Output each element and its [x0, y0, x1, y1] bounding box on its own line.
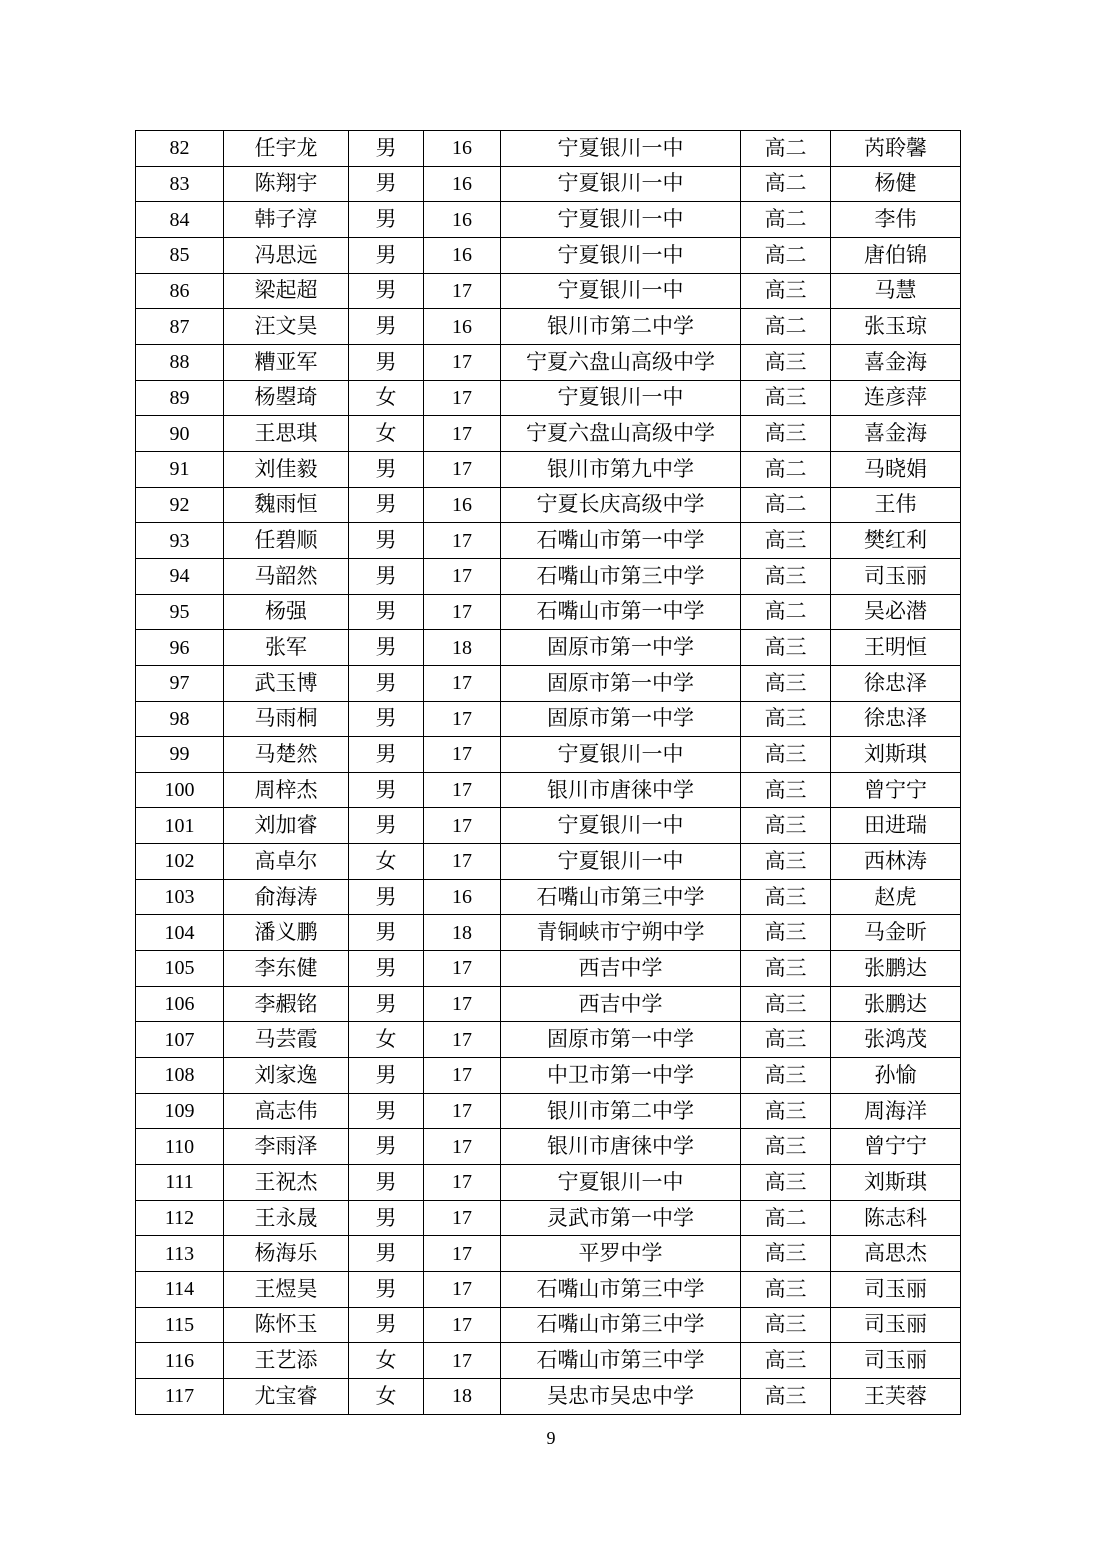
- cell-name: 俞海涛: [224, 879, 349, 915]
- cell-grade: 高三: [741, 1272, 831, 1308]
- cell-teacher: 芮聆馨: [831, 131, 961, 167]
- cell-no: 98: [136, 701, 224, 737]
- cell-teacher: 王明恒: [831, 630, 961, 666]
- cell-age: 16: [424, 879, 501, 915]
- cell-no: 110: [136, 1129, 224, 1165]
- cell-age: 17: [424, 1200, 501, 1236]
- cell-no: 117: [136, 1378, 224, 1414]
- cell-gender: 男: [349, 202, 424, 238]
- cell-school: 宁夏六盘山高级中学: [501, 416, 741, 452]
- cell-school: 固原市第一中学: [501, 630, 741, 666]
- cell-grade: 高二: [741, 487, 831, 523]
- cell-teacher: 连彦萍: [831, 380, 961, 416]
- cell-teacher: 司玉丽: [831, 1343, 961, 1379]
- cell-teacher: 田进瑞: [831, 808, 961, 844]
- cell-grade: 高三: [741, 1236, 831, 1272]
- cell-no: 84: [136, 202, 224, 238]
- cell-grade: 高二: [741, 237, 831, 273]
- cell-name: 任碧顺: [224, 523, 349, 559]
- table-row: [136, 523, 961, 559]
- cell-grade: 高三: [741, 523, 831, 559]
- cell-gender: 女: [349, 416, 424, 452]
- cell-gender: 男: [349, 630, 424, 666]
- table-row: [136, 1378, 961, 1414]
- cell-school: 宁夏长庆高级中学: [501, 487, 741, 523]
- cell-age: 17: [424, 416, 501, 452]
- cell-name: 刘家逸: [224, 1058, 349, 1094]
- cell-grade: 高二: [741, 131, 831, 167]
- cell-teacher: 唐伯锦: [831, 237, 961, 273]
- cell-no: 90: [136, 416, 224, 452]
- cell-no: 97: [136, 665, 224, 701]
- cell-no: 87: [136, 309, 224, 345]
- table-row: [136, 487, 961, 523]
- cell-school: 宁夏银川一中: [501, 380, 741, 416]
- cell-age: 16: [424, 237, 501, 273]
- cell-gender: 男: [349, 273, 424, 309]
- table-row: [136, 665, 961, 701]
- cell-gender: 男: [349, 451, 424, 487]
- cell-grade: 高二: [741, 202, 831, 238]
- cell-teacher: 吴必潜: [831, 594, 961, 630]
- table-row: [136, 1165, 961, 1201]
- cell-no: 82: [136, 131, 224, 167]
- cell-name: 任宇龙: [224, 131, 349, 167]
- table-row: [136, 131, 961, 167]
- page-number: 9: [546, 1428, 556, 1448]
- cell-age: 17: [424, 380, 501, 416]
- table-row: [136, 273, 961, 309]
- cell-age: 17: [424, 1058, 501, 1094]
- cell-name: 杨强: [224, 594, 349, 630]
- cell-gender: 男: [349, 344, 424, 380]
- cell-gender: 女: [349, 1022, 424, 1058]
- cell-school: 宁夏六盘山高级中学: [501, 344, 741, 380]
- cell-teacher: 张鹏达: [831, 986, 961, 1022]
- cell-no: 104: [136, 915, 224, 951]
- cell-gender: 男: [349, 594, 424, 630]
- cell-teacher: 西林涛: [831, 844, 961, 880]
- cell-school: 银川市唐徕中学: [501, 1129, 741, 1165]
- cell-school: 石嘴山市第三中学: [501, 1343, 741, 1379]
- cell-teacher: 徐忠泽: [831, 701, 961, 737]
- cell-age: 17: [424, 273, 501, 309]
- cell-name: 杨海乐: [224, 1236, 349, 1272]
- cell-gender: 女: [349, 1378, 424, 1414]
- cell-gender: 男: [349, 915, 424, 951]
- cell-grade: 高三: [741, 737, 831, 773]
- table-row: [136, 237, 961, 273]
- cell-no: 100: [136, 772, 224, 808]
- table-row: [136, 380, 961, 416]
- cell-no: 111: [136, 1165, 224, 1201]
- cell-school: 宁夏银川一中: [501, 202, 741, 238]
- cell-teacher: 周海洋: [831, 1093, 961, 1129]
- cell-grade: 高三: [741, 380, 831, 416]
- cell-teacher: 樊红利: [831, 523, 961, 559]
- cell-no: 91: [136, 451, 224, 487]
- cell-age: 17: [424, 951, 501, 987]
- table-row: [136, 1058, 961, 1094]
- table-row: [136, 166, 961, 202]
- cell-age: 17: [424, 665, 501, 701]
- table-row: [136, 1093, 961, 1129]
- cell-name: 马楚然: [224, 737, 349, 773]
- cell-school: 灵武市第一中学: [501, 1200, 741, 1236]
- cell-grade: 高二: [741, 594, 831, 630]
- cell-school: 固原市第一中学: [501, 1022, 741, 1058]
- cell-teacher: 杨健: [831, 166, 961, 202]
- cell-teacher: 马慧: [831, 273, 961, 309]
- cell-gender: 男: [349, 951, 424, 987]
- cell-no: 83: [136, 166, 224, 202]
- cell-no: 106: [136, 986, 224, 1022]
- cell-teacher: 陈志科: [831, 1200, 961, 1236]
- cell-name: 马芸霞: [224, 1022, 349, 1058]
- cell-no: 109: [136, 1093, 224, 1129]
- cell-age: 17: [424, 1165, 501, 1201]
- cell-no: 94: [136, 558, 224, 594]
- table-row: [136, 951, 961, 987]
- cell-gender: 男: [349, 166, 424, 202]
- cell-grade: 高三: [741, 986, 831, 1022]
- cell-no: 114: [136, 1272, 224, 1308]
- cell-grade: 高三: [741, 1307, 831, 1343]
- cell-age: 18: [424, 630, 501, 666]
- table-row: [136, 451, 961, 487]
- cell-teacher: 司玉丽: [831, 1307, 961, 1343]
- cell-name: 王艺添: [224, 1343, 349, 1379]
- cell-teacher: 司玉丽: [831, 558, 961, 594]
- cell-name: 王祝杰: [224, 1165, 349, 1201]
- cell-age: 16: [424, 487, 501, 523]
- cell-no: 113: [136, 1236, 224, 1272]
- cell-grade: 高三: [741, 1093, 831, 1129]
- cell-school: 银川市第二中学: [501, 309, 741, 345]
- cell-grade: 高三: [741, 344, 831, 380]
- cell-name: 冯思远: [224, 237, 349, 273]
- cell-grade: 高三: [741, 630, 831, 666]
- table-row: [136, 1272, 961, 1308]
- cell-name: 陈怀玉: [224, 1307, 349, 1343]
- cell-age: 17: [424, 594, 501, 630]
- cell-teacher: 徐忠泽: [831, 665, 961, 701]
- cell-name: 刘加睿: [224, 808, 349, 844]
- cell-school: 宁夏银川一中: [501, 1165, 741, 1201]
- cell-name: 李雨泽: [224, 1129, 349, 1165]
- cell-name: 王永晟: [224, 1200, 349, 1236]
- table-row: [136, 1022, 961, 1058]
- cell-school: 石嘴山市第一中学: [501, 594, 741, 630]
- cell-school: 宁夏银川一中: [501, 131, 741, 167]
- table-row: [136, 737, 961, 773]
- cell-no: 92: [136, 487, 224, 523]
- table-row: [136, 558, 961, 594]
- cell-age: 16: [424, 131, 501, 167]
- cell-gender: 男: [349, 1093, 424, 1129]
- cell-name: 刘佳毅: [224, 451, 349, 487]
- table-row: [136, 1236, 961, 1272]
- cell-name: 李赮铭: [224, 986, 349, 1022]
- cell-grade: 高三: [741, 1129, 831, 1165]
- cell-age: 16: [424, 202, 501, 238]
- cell-no: 105: [136, 951, 224, 987]
- cell-school: 宁夏银川一中: [501, 844, 741, 880]
- cell-no: 95: [136, 594, 224, 630]
- cell-grade: 高三: [741, 951, 831, 987]
- table-row: [136, 1343, 961, 1379]
- table-row: [136, 879, 961, 915]
- cell-no: 85: [136, 237, 224, 273]
- cell-teacher: 孙愉: [831, 1058, 961, 1094]
- cell-age: 17: [424, 986, 501, 1022]
- cell-teacher: 司玉丽: [831, 1272, 961, 1308]
- cell-teacher: 刘斯琪: [831, 737, 961, 773]
- cell-name: 高志伟: [224, 1093, 349, 1129]
- cell-gender: 男: [349, 808, 424, 844]
- cell-gender: 女: [349, 1343, 424, 1379]
- cell-gender: 男: [349, 1129, 424, 1165]
- cell-school: 石嘴山市第三中学: [501, 1307, 741, 1343]
- cell-grade: 高三: [741, 915, 831, 951]
- cell-no: 86: [136, 273, 224, 309]
- cell-no: 103: [136, 879, 224, 915]
- cell-school: 固原市第一中学: [501, 701, 741, 737]
- cell-grade: 高三: [741, 1022, 831, 1058]
- cell-teacher: 张玉琼: [831, 309, 961, 345]
- cell-age: 17: [424, 1093, 501, 1129]
- cell-school: 石嘴山市第三中学: [501, 879, 741, 915]
- cell-gender: 男: [349, 986, 424, 1022]
- table-row: [136, 986, 961, 1022]
- cell-no: 115: [136, 1307, 224, 1343]
- cell-grade: 高三: [741, 416, 831, 452]
- cell-no: 116: [136, 1343, 224, 1379]
- cell-grade: 高二: [741, 451, 831, 487]
- cell-gender: 男: [349, 772, 424, 808]
- cell-age: 17: [424, 737, 501, 773]
- cell-school: 石嘴山市第三中学: [501, 558, 741, 594]
- cell-name: 糟亚军: [224, 344, 349, 380]
- cell-age: 17: [424, 701, 501, 737]
- cell-teacher: 张鹏达: [831, 951, 961, 987]
- cell-grade: 高三: [741, 665, 831, 701]
- cell-grade: 高三: [741, 808, 831, 844]
- cell-gender: 男: [349, 309, 424, 345]
- cell-gender: 男: [349, 1272, 424, 1308]
- cell-gender: 男: [349, 665, 424, 701]
- cell-school: 宁夏银川一中: [501, 273, 741, 309]
- cell-school: 宁夏银川一中: [501, 237, 741, 273]
- cell-no: 101: [136, 808, 224, 844]
- cell-age: 17: [424, 808, 501, 844]
- cell-school: 吴忠市吴忠中学: [501, 1378, 741, 1414]
- cell-teacher: 高思杰: [831, 1236, 961, 1272]
- cell-name: 陈翔宇: [224, 166, 349, 202]
- cell-grade: 高二: [741, 166, 831, 202]
- table-row: [136, 1307, 961, 1343]
- cell-teacher: 李伟: [831, 202, 961, 238]
- cell-grade: 高三: [741, 1378, 831, 1414]
- cell-gender: 男: [349, 1236, 424, 1272]
- table-row: [136, 202, 961, 238]
- cell-teacher: 马晓娟: [831, 451, 961, 487]
- cell-no: 108: [136, 1058, 224, 1094]
- table-row: [136, 416, 961, 452]
- cell-name: 李东健: [224, 951, 349, 987]
- cell-grade: 高三: [741, 1343, 831, 1379]
- cell-gender: 男: [349, 131, 424, 167]
- cell-school: 中卫市第一中学: [501, 1058, 741, 1094]
- table-row: [136, 594, 961, 630]
- cell-teacher: 赵虎: [831, 879, 961, 915]
- cell-grade: 高三: [741, 772, 831, 808]
- cell-gender: 男: [349, 879, 424, 915]
- cell-teacher: 喜金海: [831, 416, 961, 452]
- cell-grade: 高三: [741, 273, 831, 309]
- cell-name: 张军: [224, 630, 349, 666]
- cell-grade: 高三: [741, 701, 831, 737]
- cell-grade: 高三: [741, 879, 831, 915]
- cell-school: 银川市第二中学: [501, 1093, 741, 1129]
- student-roster-table: [135, 130, 961, 1415]
- cell-school: 固原市第一中学: [501, 665, 741, 701]
- table-row: [136, 1200, 961, 1236]
- cell-age: 17: [424, 344, 501, 380]
- cell-no: 88: [136, 344, 224, 380]
- cell-age: 17: [424, 523, 501, 559]
- table-row: [136, 808, 961, 844]
- cell-age: 17: [424, 1307, 501, 1343]
- table-row: [136, 772, 961, 808]
- cell-grade: 高三: [741, 1165, 831, 1201]
- cell-teacher: 刘斯琪: [831, 1165, 961, 1201]
- cell-teacher: 曾宁宁: [831, 1129, 961, 1165]
- cell-school: 银川市唐徕中学: [501, 772, 741, 808]
- cell-age: 17: [424, 1129, 501, 1165]
- table-row: [136, 1129, 961, 1165]
- cell-gender: 女: [349, 844, 424, 880]
- cell-name: 周梓杰: [224, 772, 349, 808]
- cell-name: 潘义鹏: [224, 915, 349, 951]
- cell-teacher: 王芙蓉: [831, 1378, 961, 1414]
- cell-age: 16: [424, 309, 501, 345]
- cell-no: 112: [136, 1200, 224, 1236]
- cell-grade: 高二: [741, 309, 831, 345]
- cell-school: 西吉中学: [501, 986, 741, 1022]
- cell-gender: 男: [349, 737, 424, 773]
- cell-no: 107: [136, 1022, 224, 1058]
- table-row: [136, 630, 961, 666]
- cell-teacher: 马金昕: [831, 915, 961, 951]
- cell-gender: 男: [349, 1058, 424, 1094]
- cell-school: 平罗中学: [501, 1236, 741, 1272]
- cell-no: 96: [136, 630, 224, 666]
- cell-name: 马雨桐: [224, 701, 349, 737]
- cell-school: 宁夏银川一中: [501, 737, 741, 773]
- table-row: [136, 915, 961, 951]
- cell-age: 17: [424, 1022, 501, 1058]
- cell-grade: 高三: [741, 558, 831, 594]
- table-row: [136, 844, 961, 880]
- cell-gender: 男: [349, 1307, 424, 1343]
- cell-age: 18: [424, 915, 501, 951]
- cell-gender: 男: [349, 558, 424, 594]
- roster-body: [136, 131, 961, 1415]
- cell-name: 魏雨恒: [224, 487, 349, 523]
- cell-name: 马韶然: [224, 558, 349, 594]
- cell-name: 汪文昊: [224, 309, 349, 345]
- cell-grade: 高三: [741, 844, 831, 880]
- cell-name: 杨曌琦: [224, 380, 349, 416]
- cell-teacher: 张鸿茂: [831, 1022, 961, 1058]
- cell-gender: 男: [349, 523, 424, 559]
- cell-teacher: 喜金海: [831, 344, 961, 380]
- cell-name: 尤宝睿: [224, 1378, 349, 1414]
- cell-school: 宁夏银川一中: [501, 166, 741, 202]
- cell-no: 102: [136, 844, 224, 880]
- cell-name: 王思琪: [224, 416, 349, 452]
- cell-teacher: 王伟: [831, 487, 961, 523]
- cell-age: 16: [424, 166, 501, 202]
- table-row: [136, 344, 961, 380]
- cell-no: 89: [136, 380, 224, 416]
- cell-name: 王煜昊: [224, 1272, 349, 1308]
- cell-age: 17: [424, 1343, 501, 1379]
- cell-age: 17: [424, 558, 501, 594]
- cell-gender: 女: [349, 380, 424, 416]
- cell-gender: 男: [349, 237, 424, 273]
- cell-age: 17: [424, 1236, 501, 1272]
- cell-teacher: 曾宁宁: [831, 772, 961, 808]
- cell-school: 青铜峡市宁朔中学: [501, 915, 741, 951]
- cell-school: 银川市第九中学: [501, 451, 741, 487]
- cell-name: 高卓尔: [224, 844, 349, 880]
- cell-gender: 男: [349, 1165, 424, 1201]
- cell-school: 宁夏银川一中: [501, 808, 741, 844]
- cell-age: 17: [424, 451, 501, 487]
- cell-grade: 高三: [741, 1058, 831, 1094]
- cell-gender: 男: [349, 487, 424, 523]
- cell-name: 梁起超: [224, 273, 349, 309]
- cell-no: 99: [136, 737, 224, 773]
- cell-grade: 高二: [741, 1200, 831, 1236]
- cell-school: 石嘴山市第一中学: [501, 523, 741, 559]
- cell-name: 武玉博: [224, 665, 349, 701]
- cell-school: 石嘴山市第三中学: [501, 1272, 741, 1308]
- cell-name: 韩子淳: [224, 202, 349, 238]
- cell-gender: 男: [349, 1200, 424, 1236]
- table-row: [136, 309, 961, 345]
- cell-age: 17: [424, 844, 501, 880]
- cell-school: 西吉中学: [501, 951, 741, 987]
- cell-age: 18: [424, 1378, 501, 1414]
- cell-no: 93: [136, 523, 224, 559]
- cell-age: 17: [424, 772, 501, 808]
- table-row: [136, 701, 961, 737]
- cell-gender: 男: [349, 701, 424, 737]
- cell-age: 17: [424, 1272, 501, 1308]
